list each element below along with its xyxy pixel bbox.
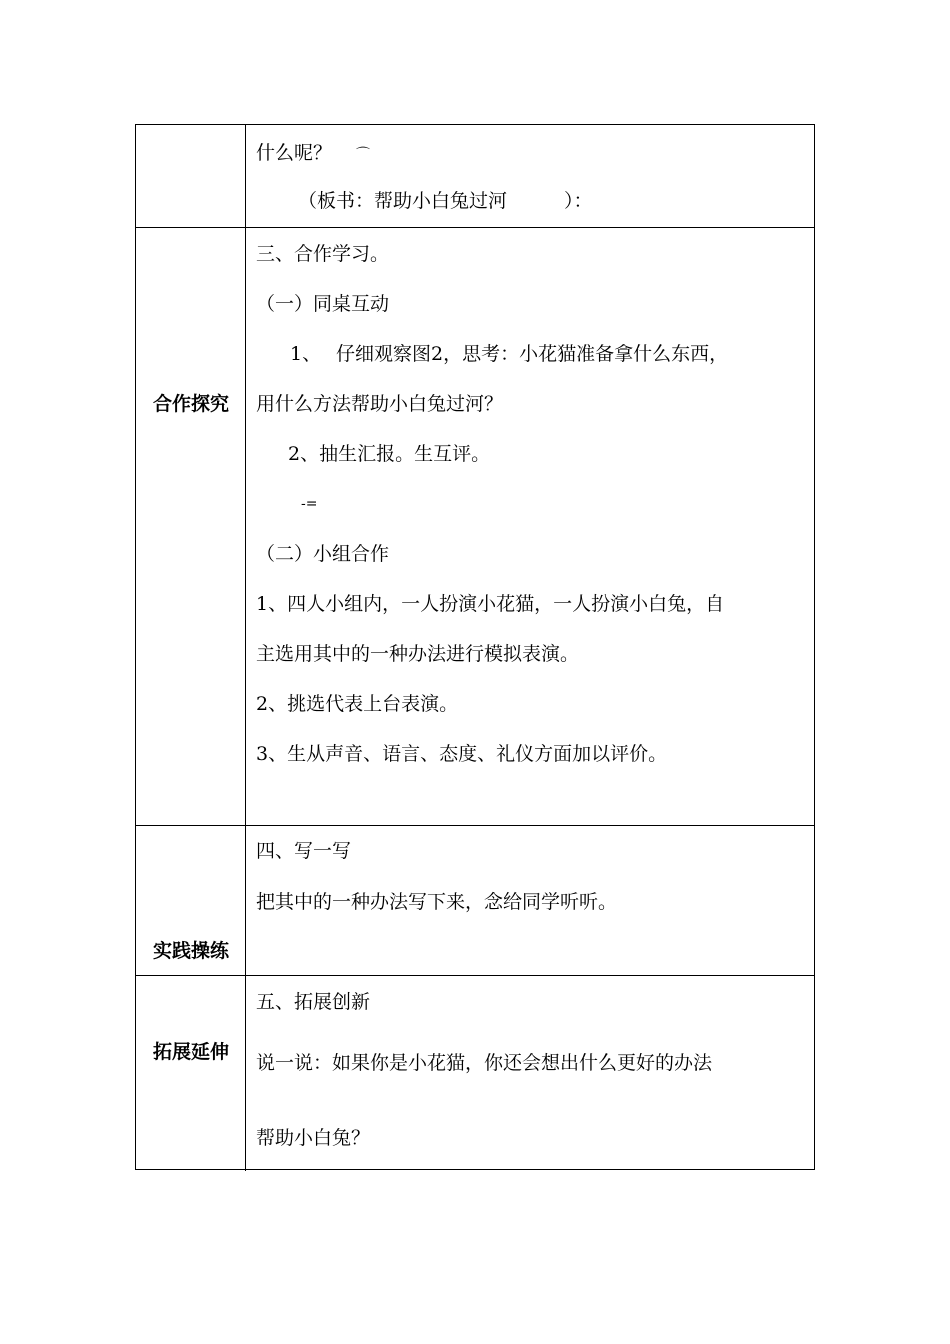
content-line: 用什么方法帮助小白兔过河？: [256, 393, 504, 415]
content-line: 3、生从声音、语言、态度、礼仪方面加以评价。: [256, 743, 668, 765]
arc-mark: ⌒: [356, 147, 370, 163]
content-line: 把其中的一种办法写下来，念给同学听听。: [256, 891, 618, 913]
content-line: （一）同桌互动: [256, 293, 390, 315]
table-row: [136, 125, 814, 227]
row-content-cell: [246, 125, 814, 227]
content-line: 仔细观察图2，思考：小花猫准备拿什么东西，: [336, 343, 729, 365]
row-label-cell: [136, 976, 246, 1171]
row-label-cell: [136, 228, 246, 825]
row-content-cell: [246, 826, 814, 975]
table-row: [136, 975, 814, 1171]
content-line: 2、挑选代表上台表演。: [256, 693, 459, 715]
content-line: ）：: [564, 190, 593, 212]
row-content-cell: [246, 976, 814, 1171]
row-label: 拓展延伸: [152, 1041, 229, 1063]
table-row: [136, 825, 814, 975]
row-label-cell: [136, 125, 246, 227]
lesson-plan-table: [135, 124, 815, 1170]
content-line: 什么呢？: [256, 142, 333, 164]
row-label-cell: [136, 826, 246, 975]
content-line: 五、拓展创新: [256, 991, 371, 1013]
row-label: 实践操练: [152, 940, 229, 962]
content-line: （板书：帮助小白兔过河: [298, 190, 508, 212]
table-row: [136, 227, 814, 825]
content-line: 四、写一写: [256, 840, 352, 862]
content-line: 1、: [290, 343, 322, 365]
content-line: 帮助小白兔？: [256, 1127, 371, 1149]
content-line: 主选用其中的一种办法进行模拟表演。: [256, 643, 580, 665]
content-line: 1、四人小组内，一人扮演小花猫，一人扮演小白兔，自: [256, 593, 725, 615]
content-line: 说一说：如果你是小花猫，你还会想出什么更好的办法: [256, 1052, 713, 1074]
row-label: 合作探究: [152, 393, 229, 415]
content-line: 2、抽生汇报。生互评。: [288, 443, 491, 465]
content-line: （二）小组合作: [256, 543, 390, 565]
row-content-cell: [246, 228, 814, 825]
content-line: 三、合作学习。: [256, 243, 390, 265]
stray-mark: -=: [301, 496, 318, 512]
